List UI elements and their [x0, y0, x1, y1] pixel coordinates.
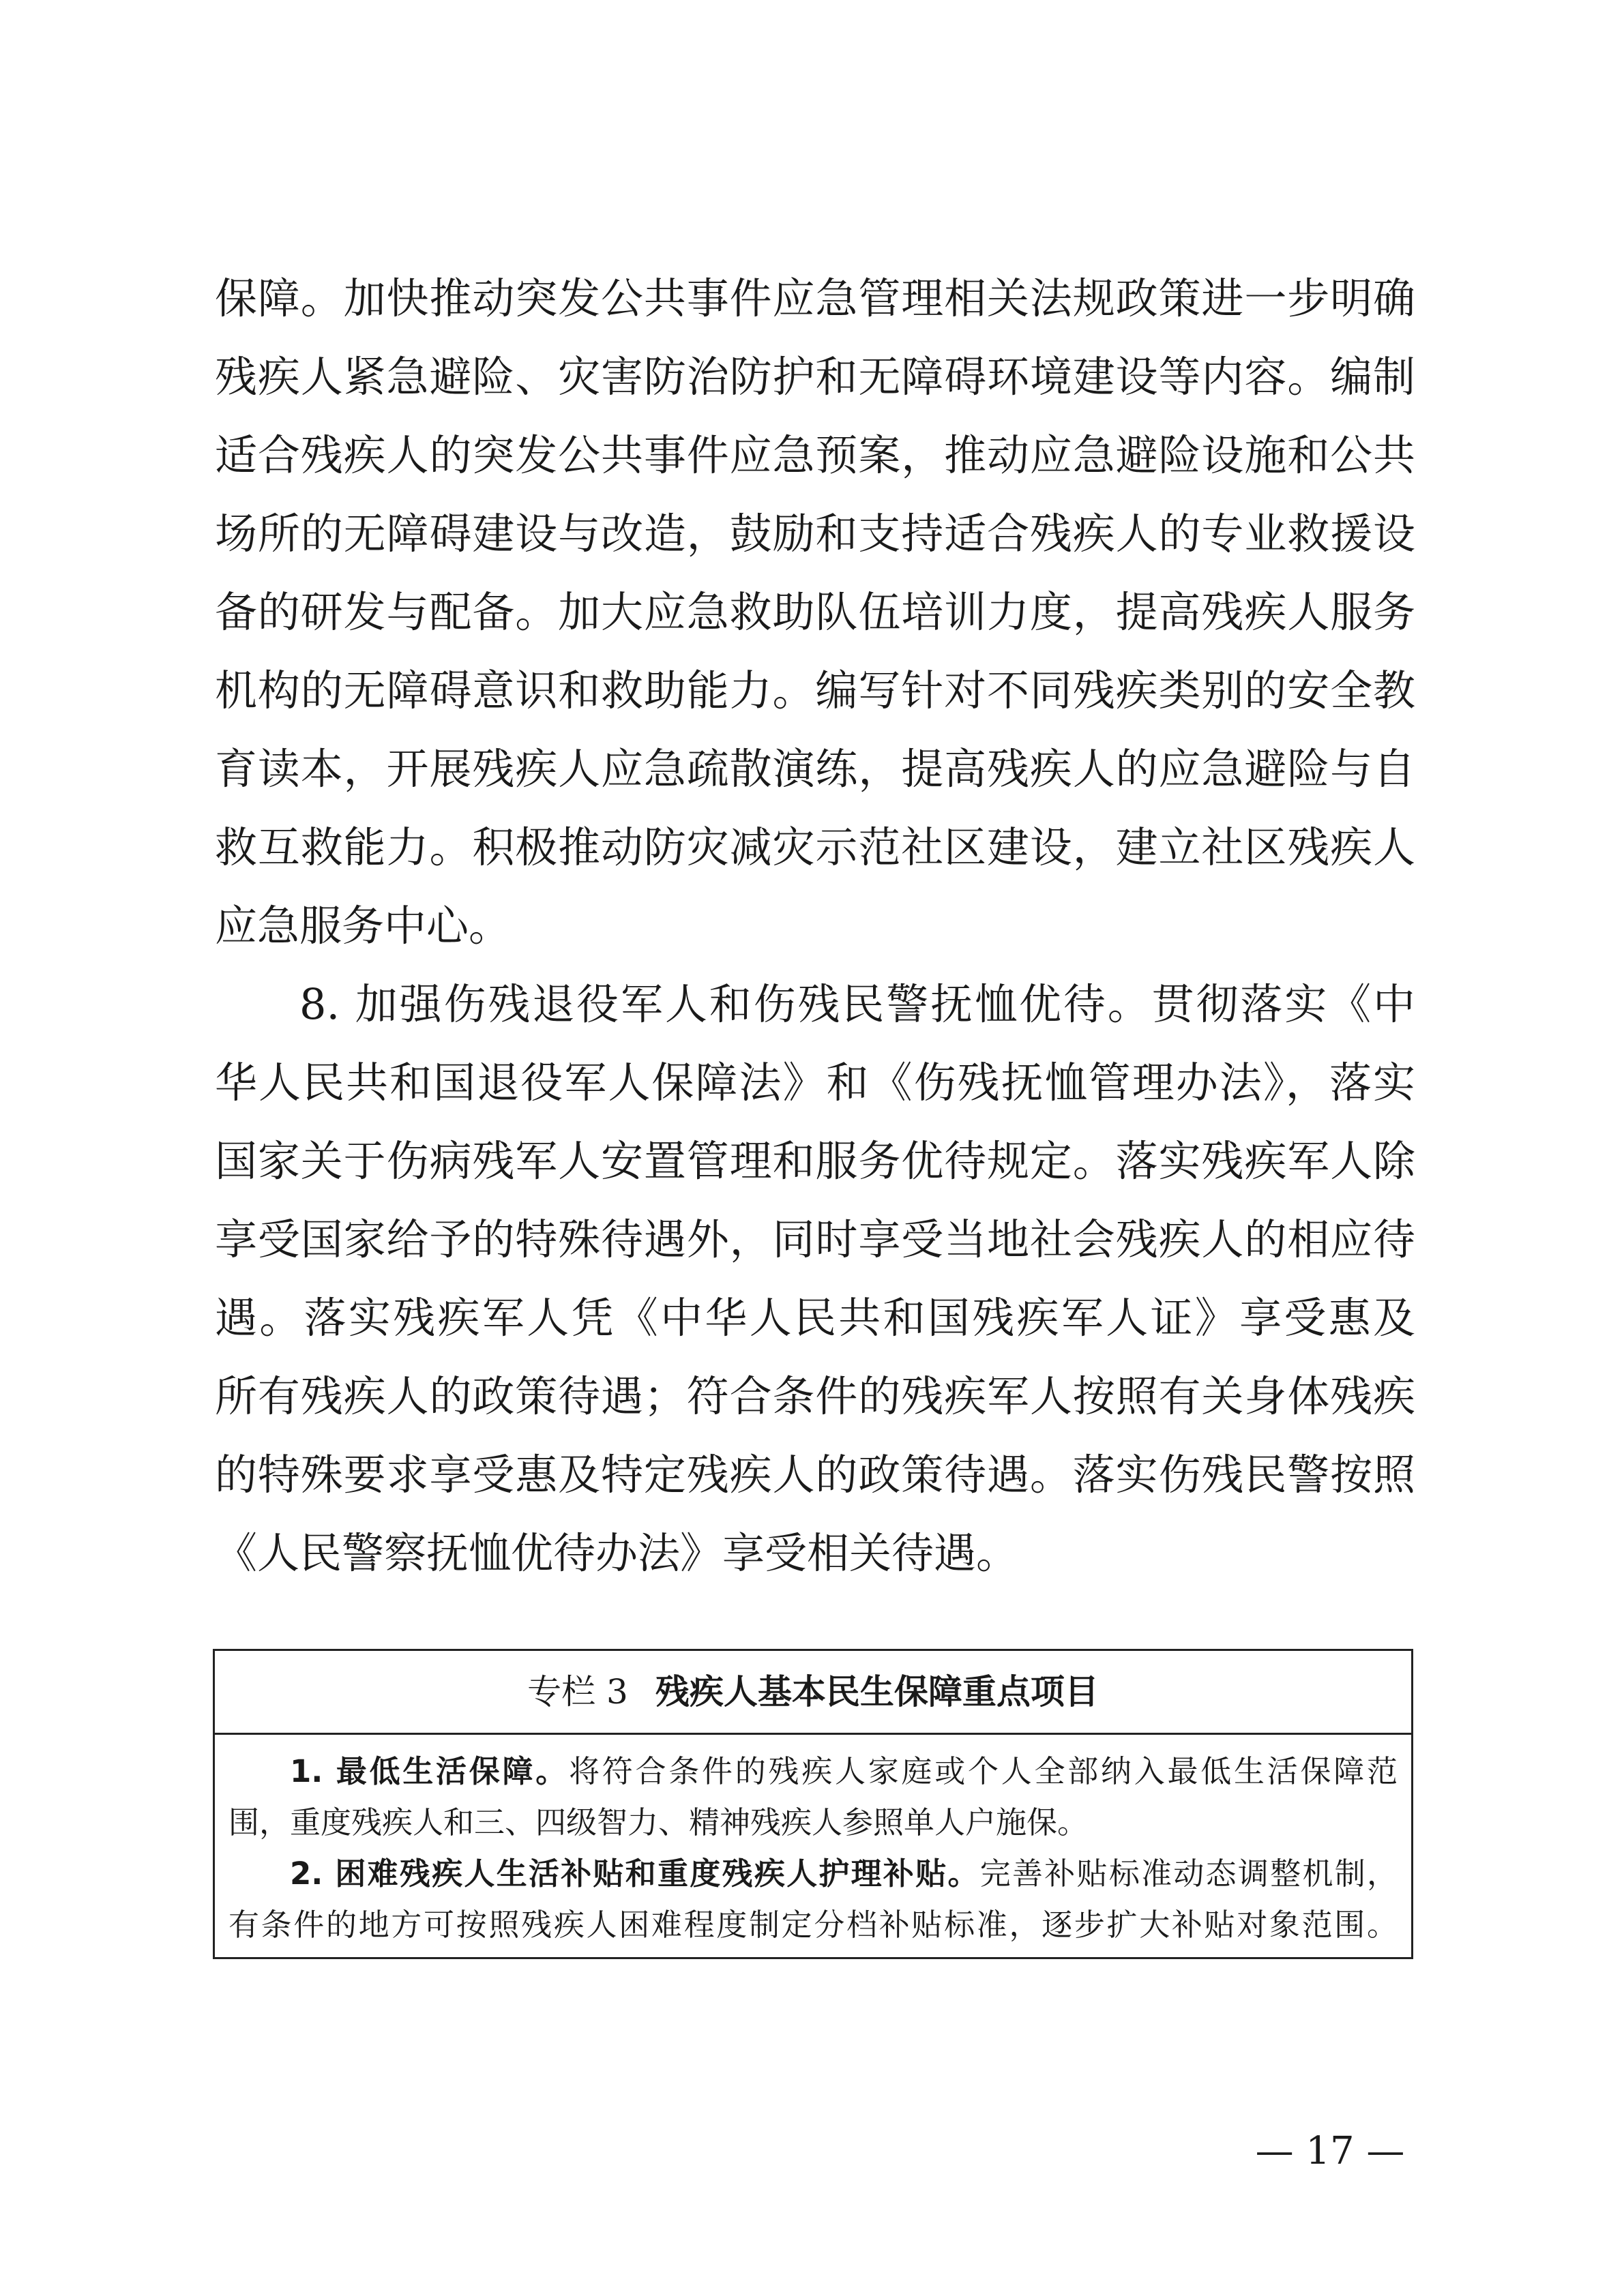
text-line: 场所的无障碍建设与改造，鼓励和支持适合残疾人的专业救援设	[215, 509, 1415, 558]
text-line: 应急服务中心。	[215, 901, 512, 951]
text-line: 遇。落实残疾军人凭《中华人民共和国残疾军人证》享受惠及	[215, 1293, 1415, 1343]
feature-box	[213, 1649, 1413, 1959]
box-title	[215, 1651, 1411, 1735]
text-line: 救互救能力。积极推动防灾减灾示范社区建设，建立社区残疾人	[215, 822, 1415, 872]
box-item-line: 围，重度残疾人和三、四级智力、精神残疾人参照单人户施保。	[228, 1804, 1089, 1840]
text-line: 所有残疾人的政策待遇；符合条件的残疾军人按照有关身体残疾	[215, 1371, 1415, 1421]
box-item-text: 将符合条件的残疾人家庭或个人全部纳入最低生活保障范	[569, 1753, 1398, 1789]
box-item-line	[228, 1848, 1398, 1899]
box-body	[215, 1735, 1411, 1950]
text-line: 保障。加快推动突发公共事件应急管理相关法规政策进一步明确	[215, 273, 1415, 323]
text-line: 育读本，开展残疾人应急疏散演练，提高残疾人的应急避险与自	[215, 744, 1415, 794]
body-text	[215, 259, 1415, 1592]
box-item-heading: 2. 困难残疾人生活补贴和重度残疾人护理补贴。	[290, 1855, 980, 1892]
text-line: 残疾人紧急避险、灾害防治防护和无障碍环境建设等内容。编制	[215, 352, 1415, 402]
text-line: 《人民警察抚恤优待办法》享受相关待遇。	[215, 1528, 1019, 1578]
box-item-heading: 1. 最低生活保障。	[290, 1753, 570, 1789]
box-item-line	[228, 1746, 1398, 1797]
page-number: — 17 —	[1255, 2129, 1405, 2173]
box-title-text: 残疾人基本民生保障重点项目	[655, 1672, 1099, 1712]
box-label: 专栏 3	[527, 1672, 628, 1712]
box-item-text: 完善补贴标准动态调整机制，	[979, 1855, 1398, 1892]
text-line: 国家关于伤病残军人安置管理和服务优待规定。落实残疾军人除	[215, 1136, 1415, 1186]
box-item-line: 有条件的地方可按照残疾人困难程度制定分档补贴标准，逐步扩大补贴对象范围。	[228, 1907, 1398, 1943]
text-line: 享受国家给予的特殊待遇外，同时享受当地社会残疾人的相应待	[215, 1214, 1415, 1264]
text-line: 适合残疾人的突发公共事件应急预案，推动应急避险设施和公共	[215, 430, 1415, 480]
text-line: 华人民共和国退役军人保障法》和《伤残抚恤管理办法》，落实	[215, 1058, 1415, 1107]
text-line: 备的研发与配备。加大应急救助队伍培训力度，提高残疾人服务	[215, 587, 1415, 637]
text-line: 的特殊要求享受惠及特定残疾人的政策待遇。落实伤残民警按照	[215, 1450, 1415, 1500]
text-line: 机构的无障碍意识和救助能力。编写针对不同残疾类别的安全教	[215, 666, 1415, 715]
paragraph-heading-line: 8. 加强伤残退役军人和伤残民警抚恤优待。贯彻落实《中	[299, 979, 1415, 1029]
